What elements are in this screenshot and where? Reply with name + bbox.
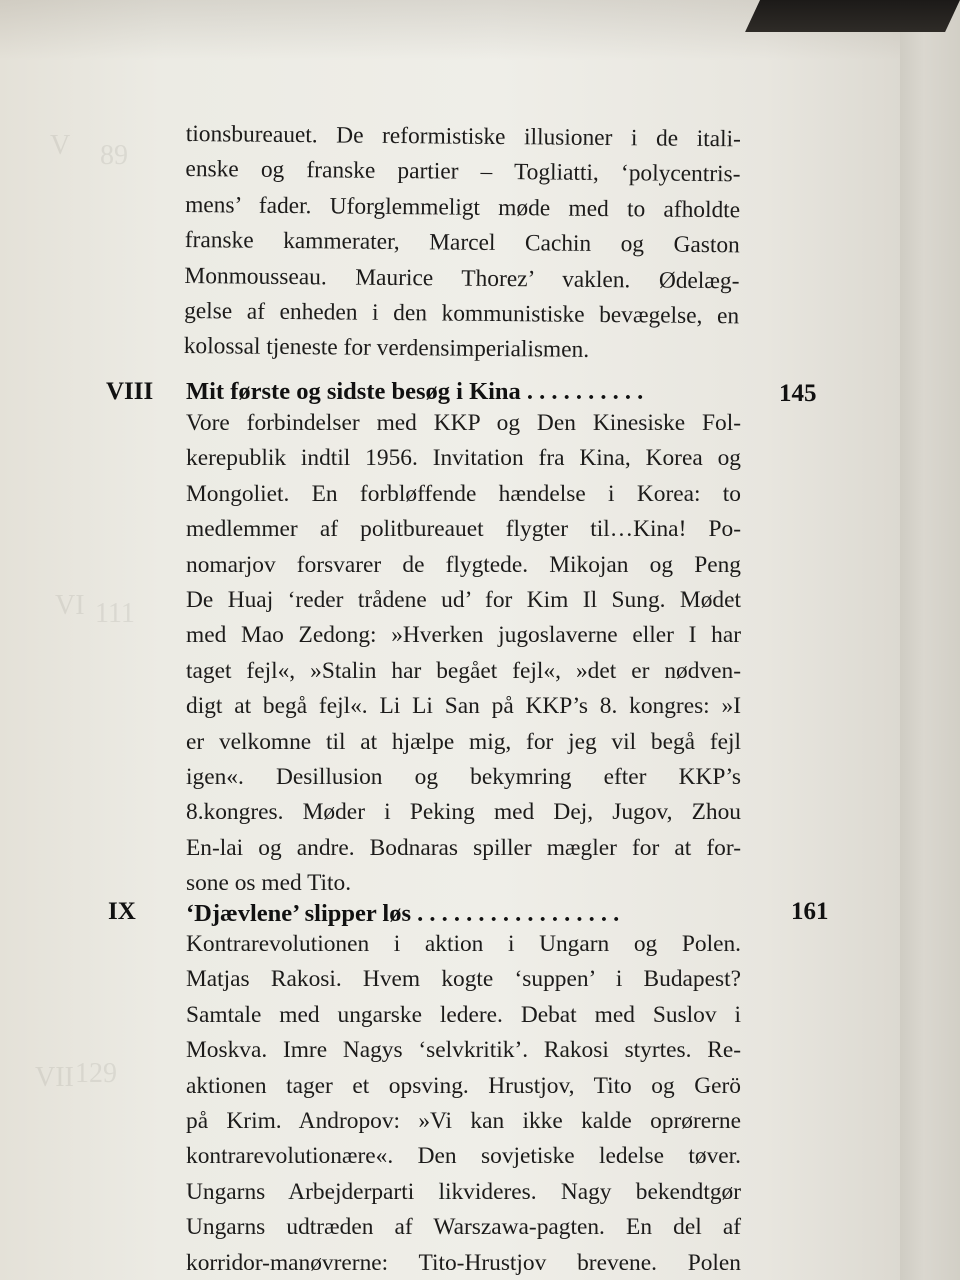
chapter-page-number: 161 [791,898,829,925]
text-line: korridor-manøvrerne: Tito-Hrustjov brevene. Polen [186,1249,741,1276]
bleed-through-mark: V [50,130,71,161]
text-line: 8.kongres. Møder i Peking med Dej, Jugov, Zhou [186,799,741,826]
text-line: digt at begå fejl«. Li Li San på KKP’s 8. kongres: »I [186,693,741,720]
text-line: Ungarns udtræden af Warszawa-pagten. En del af [186,1214,741,1241]
bleed-through-mark: 89 [100,140,128,171]
text-line: kontrarevolutionære«. Den sovjetiske ledelse tøver. [186,1143,741,1170]
chapter-number: VIII [106,378,154,405]
text-line: med Mao Zedong: »Hverken jugoslaverne eller I har [186,622,741,649]
text-line: mens’ fader. Uforglemmeligt møde med to afholdte [185,191,741,224]
text-line: En-lai og andre. Bodnaras spiller mægler for at for- [186,834,741,861]
text-line: aktionen tager et opsving. Hrustjov, Tito og Gerö [186,1072,741,1099]
chapter-description [186,406,741,902]
text-line: kerepublik indtil 1956. Invitation fra Kina, Korea og [186,445,741,472]
text-line: igen«. Desillusion og bekymring efter KKP’s [186,764,741,791]
text-line: er velkomne til at hjælpe mig, for jeg vil begå fejl [186,728,741,755]
text-line: Monmousseau. Maurice Thorez’ vaklen. Ødelæg- [184,262,740,294]
text-line: Ungarns Arbejderparti likvideres. Nagy bekendtgør [186,1178,741,1205]
text-line: nomarjov forsvarer de flygtede. Mikojan og Peng [186,551,741,578]
text-line: tionsbureauet. De reformistiske illusioner i de itali- [185,120,741,153]
text-line: Kontrarevolutionen i aktion i Ungarn og Polen. [186,931,741,957]
text-line: medlemmer af politbureauet flygter til…Kina! Po- [186,516,741,543]
chapter-number: IX [108,898,136,925]
text-line: enske og franske partier – Togliatti, ‘polycentris- [185,156,741,188]
chapter-page-number: 145 [779,380,817,407]
text-line: kolossal tjeneste for verdensimperialismen. [183,333,590,364]
text-line: gelse af enheden i den kommunistiske bevægelse, en [184,298,740,330]
text-line: Moskva. Imre Nagys ‘selvkritik’. Rakosi styrtes. Re- [186,1037,741,1064]
text-line: Mongoliet. En forbløffende hændelse i Korea: to [186,480,741,507]
text-line: franske kammerater, Marcel Cachin og Gaston [184,227,740,259]
text-line: sone os med Tito. [186,870,352,897]
facing-page-edge [900,0,960,1280]
chapter-title: Mit første og sidste besøg i Kina . . . . . . . . . . [186,378,644,405]
text-line: Vore forbindelser med KKP og Den Kinesiske Fol- [186,410,741,436]
book-cover-edge [745,0,960,32]
bleed-through-mark: VI [55,590,85,621]
intro-description [184,117,741,370]
chapter-title: ‘Djævlene’ slipper løs . . . . . . . . . . . . . . . . . [186,900,620,927]
text-line: De Huaj ‘reder trådene ud’ for Kim Il Sung. Mødet [186,587,741,614]
chapter-description [186,927,741,1280]
text-line: Samtale med ungarske ledere. Debat med Suslov i [186,1001,741,1028]
text-line: Matjas Rakosi. Hvem kogte ‘suppen’ i Budapest? [186,966,741,993]
text-line: på Krim. Andropov: »Vi kan ikke kalde oprørerne [186,1108,741,1135]
bleed-through-mark: VII [35,1062,74,1093]
text-line: taget fejl«, »Stalin har begået fejl«, »det er nødven- [186,657,741,684]
bleed-through-mark: 111 [95,598,135,629]
bleed-through-mark: 129 [75,1058,117,1089]
